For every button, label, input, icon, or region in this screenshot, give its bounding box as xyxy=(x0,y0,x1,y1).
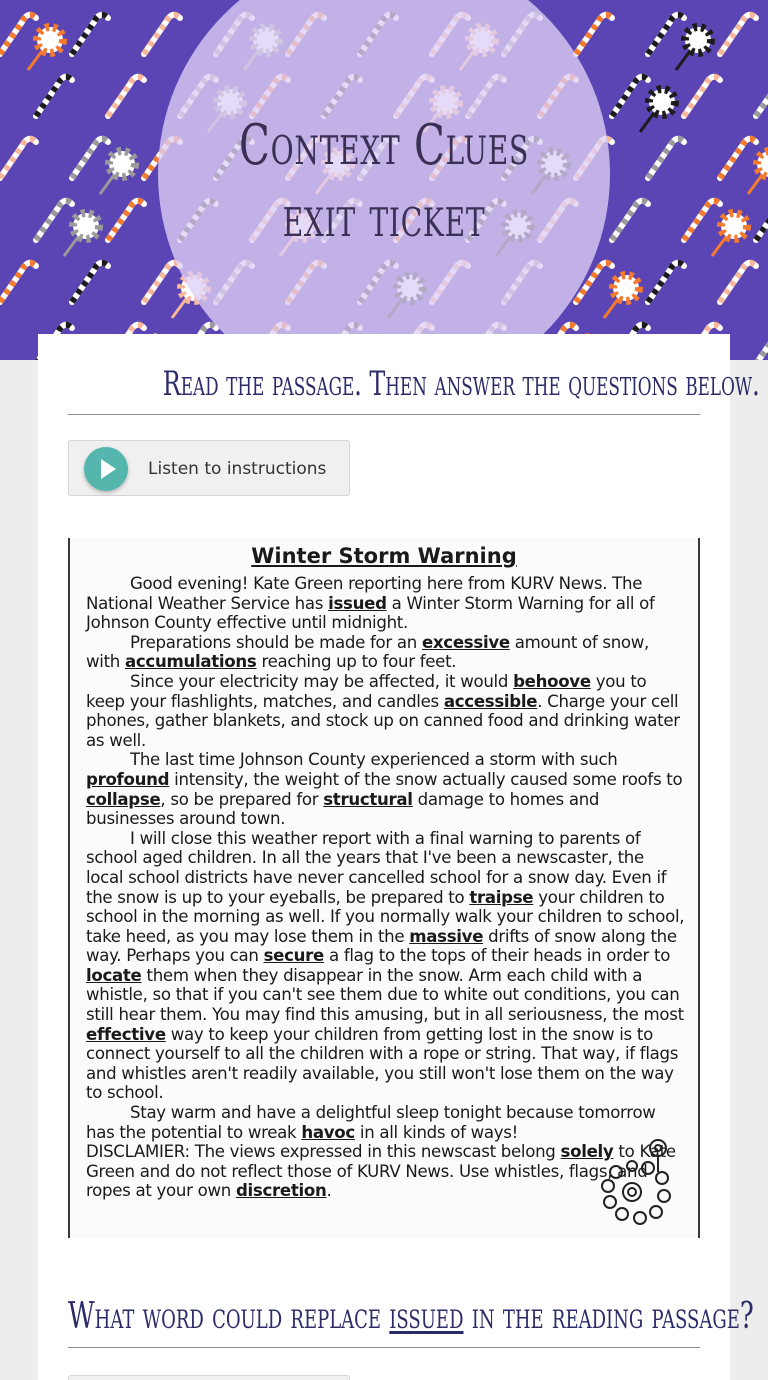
candy-cane-icon xyxy=(648,263,684,302)
snowflake-icon xyxy=(572,1132,692,1232)
vocab-word: discretion xyxy=(235,1181,327,1201)
candy-cane-icon xyxy=(144,263,180,302)
vocab-word: havoc xyxy=(301,1122,355,1142)
vocab-word: effective xyxy=(86,1024,166,1044)
header-banner xyxy=(0,0,768,360)
listen-question-button[interactable] xyxy=(68,1375,350,1380)
candy-cane-icon xyxy=(0,139,36,178)
passage-paragraph: I will close this weather report with a final warning to parents of school aged children. In all the years that I've been a newscaster, the local school districts have never cancelled school for a snow day. Even if the snow is up to your eyeballs, be prepared to traipse your children to school in the morning as well. If you normally walk your children to school, take heed, as you may lose them in the massive drifts of snow along the way. Perhaps you can secure a flag to the tops of their heads in order to locate them when they disappear in the snow. Arm each child with a whistle, so that if you can't see them due to white out conditions, you can still hear them. You may find this amusing, but in all seriousness, the most effective way to keep your children from getting lost in the snow is to connect yourself to all the children with a rope or string. That way, if flags and whistles aren't readily available, you still won't lose them on the way to school. xyxy=(86,828,685,1103)
candy-cane-icon xyxy=(648,139,684,178)
candy-cane-icon xyxy=(612,201,648,240)
passage-paragraph: Stay warm and have a delightful sleep tonight because tomorrow has the potential to wreak havoc in all kinds of ways! xyxy=(86,1103,656,1142)
vocab-word: secure xyxy=(263,946,325,966)
passage-title: Winter Storm Warning xyxy=(251,544,517,568)
lollipop-icon xyxy=(28,27,63,70)
candy-cane-icon xyxy=(36,201,72,240)
passage-paragraph: DISCLAMIER: The views expressed in this newscast belong solely to Kate Green and do not reflect those of KURV News. Use whistles, flags, and ropes at your own discretion. xyxy=(86,1142,676,1201)
question-suffix: in the reading passage? xyxy=(463,1296,754,1337)
play-icon xyxy=(84,447,128,491)
candy-cane-icon xyxy=(756,77,768,116)
candy-cane-icon xyxy=(720,139,756,178)
vocab-word: structural xyxy=(323,789,413,809)
passage-paragraph: Preparations should be made for an excessive amount of snow, with accumulations reaching up to four feet. xyxy=(86,632,650,672)
lollipop-icon xyxy=(640,89,675,132)
passage-paragraph: The last time Johnson County experienced a storm with such profound intensity, the weight of the snow actually caused some roofs to collapse, so be prepared for structural damage to homes and businesses around town. xyxy=(86,750,683,829)
vocab-word: accumulations xyxy=(124,652,257,672)
candy-cane-icon xyxy=(684,77,720,116)
candy-cane-icon xyxy=(108,201,144,240)
candy-cane-icon xyxy=(36,77,72,116)
vocab-word: accessible xyxy=(443,691,538,711)
lollipop-icon xyxy=(604,275,639,318)
vocab-word: excessive xyxy=(421,632,510,652)
instructions-heading: Read the passage. Then answer the questions below. xyxy=(162,364,760,404)
worksheet-card xyxy=(38,334,760,1380)
candy-cane-icon xyxy=(612,77,648,116)
page-title: Context Clues exit ticket xyxy=(239,113,529,250)
candy-cane-icon xyxy=(72,139,108,178)
candy-cane-icon xyxy=(108,77,144,116)
vocab-word: collapse xyxy=(86,789,161,809)
lollipop-icon xyxy=(748,151,768,194)
candy-cane-icon xyxy=(720,15,756,54)
candy-cane-icon xyxy=(0,263,36,302)
candy-cane-icon xyxy=(756,325,768,360)
question-prefix: What word could replace xyxy=(68,1296,390,1337)
listen-instructions-button[interactable] xyxy=(68,440,350,496)
divider xyxy=(68,1347,700,1348)
divider xyxy=(68,414,700,415)
candy-cane-icon xyxy=(72,263,108,302)
listen-label: Listen to instructions xyxy=(148,459,327,479)
passage-body xyxy=(86,574,686,1201)
candy-cane-icon xyxy=(576,15,612,54)
candy-cane-icon xyxy=(648,15,684,54)
passage-image xyxy=(68,538,700,1238)
lollipop-icon xyxy=(676,27,711,70)
vocab-word: traipse xyxy=(469,887,534,907)
vocab-word: issued xyxy=(328,593,387,613)
candy-cane-icon xyxy=(756,201,768,240)
candy-cane-icon xyxy=(684,201,720,240)
candy-cane-icon xyxy=(720,263,756,302)
vocab-word: massive xyxy=(409,926,484,946)
vocab-word: profound xyxy=(86,769,170,789)
lollipop-icon xyxy=(712,213,747,256)
vocab-word: behoove xyxy=(513,671,591,691)
passage-paragraph: Since your electricity may be affected, it would behoove you to keep your flashlights, matches, and candles accessible. Charge your cell phones, gather blankets, and stock up on canned food and drinking water as well. xyxy=(86,671,680,750)
vocab-word: locate xyxy=(86,965,142,985)
question-word: issued xyxy=(389,1296,464,1337)
candy-cane-icon xyxy=(0,15,36,54)
passage-paragraph: Good evening! Kate Green reporting here from KURV News. The National Weather Service has issued a Winter Storm Warning for all of Johnson County effective until midnight. xyxy=(86,574,655,633)
lollipop-icon xyxy=(100,151,135,194)
candy-cane-icon xyxy=(144,15,180,54)
lollipop-icon xyxy=(64,213,99,256)
vocab-word: solely xyxy=(560,1142,614,1162)
question-heading xyxy=(68,1296,754,1337)
candy-cane-icon xyxy=(72,15,108,54)
